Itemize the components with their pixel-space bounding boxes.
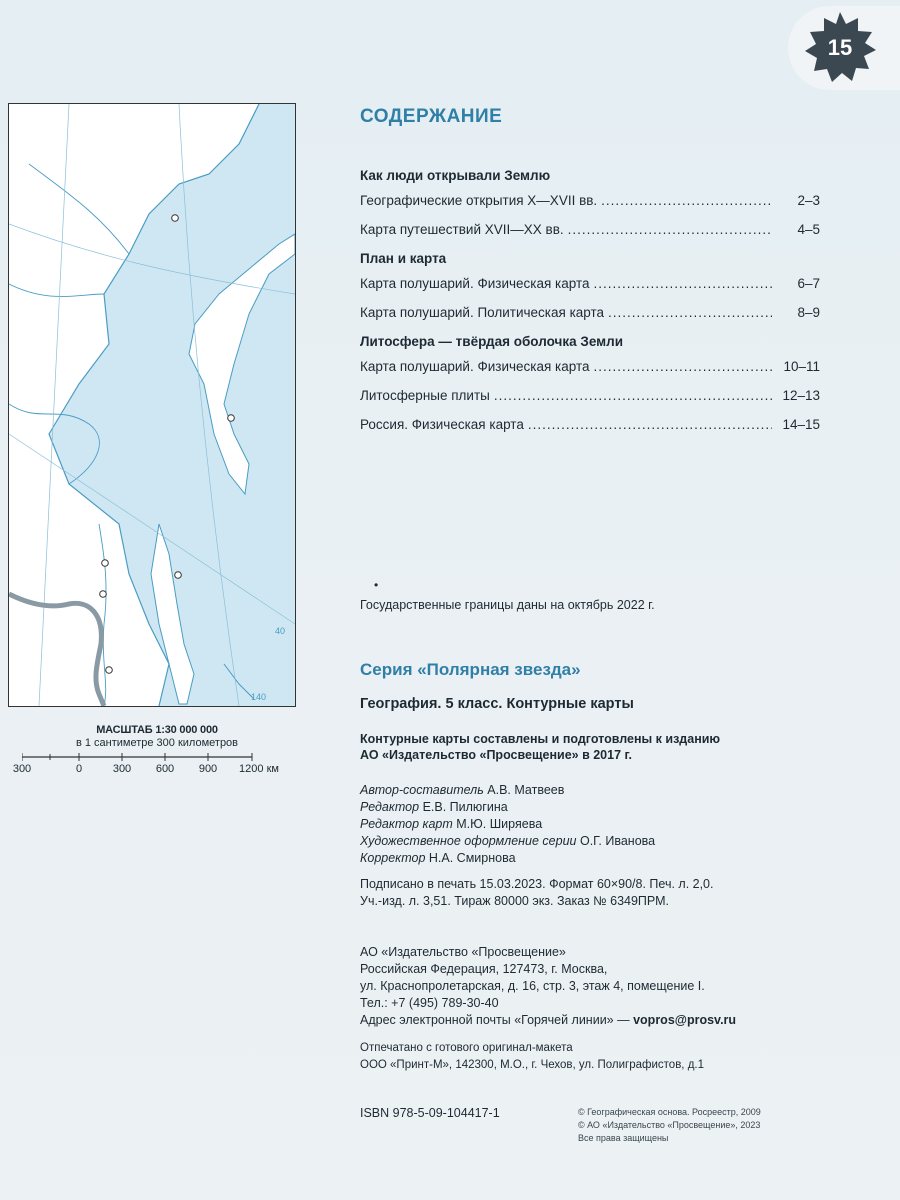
toc-leader: [494, 388, 772, 403]
toc-entry-title: Литосферные плиты: [360, 388, 490, 403]
toc-entry-pages: 12–13: [782, 388, 820, 403]
page-number-badge: [802, 10, 878, 86]
toc-entry[interactable]: [360, 276, 820, 291]
toc-entry[interactable]: [360, 388, 820, 403]
grid-label-40: 40: [275, 626, 286, 636]
book-title: География. 5 класс. Контурные карты: [360, 696, 634, 712]
toc-leader: [594, 359, 772, 374]
toc-entry[interactable]: [360, 222, 820, 237]
copyright: [578, 1106, 761, 1145]
toc-entry-pages: 10–11: [783, 359, 820, 374]
credit-line: [360, 833, 655, 850]
credit-name: А.В. Матвеев: [487, 783, 565, 797]
toc-entry[interactable]: [360, 193, 820, 208]
printed-line: ООО «Принт-М», 142300, М.О., г. Чехов, ул. Полиграфистов, д.1: [360, 1059, 704, 1071]
prepared-line: Контурные карты составлены и подготовлены к изданию: [360, 732, 721, 746]
toc-entry-title: Карта путешествий XVII—XX вв.: [360, 222, 564, 237]
map-drawing: [9, 104, 295, 706]
prepared-note: [360, 731, 720, 763]
borders-note: Государственные границы даны на октябрь 2022 г.: [360, 598, 655, 612]
page-number: 15: [827, 35, 853, 60]
toc-leader: [594, 276, 772, 291]
publisher-email-line: [360, 1012, 736, 1029]
publisher-line: АО «Издательство «Просвещение»: [360, 945, 566, 959]
email-link[interactable]: vopros@prosv.ru: [633, 1013, 737, 1027]
credit-name: О.Г. Иванова: [579, 834, 656, 848]
series-title: Серия «Полярная звезда»: [360, 660, 581, 679]
scale-tick: 0: [75, 763, 83, 775]
credit-line: [360, 782, 655, 799]
credit-role: Редактор карт: [360, 817, 453, 831]
toc-entry-title: Карта полушарий. Физическая карта: [360, 276, 590, 291]
print-info-line: Уч.-изд. л. 3,51. Тираж 80000 экз. Заказ № 6349ПРМ.: [360, 894, 670, 908]
publisher-line: Российская Федерация, 127473, г. Москва,: [360, 962, 608, 976]
toc-entry-pages: 4–5: [797, 222, 820, 237]
printed-line: Отпечатано с готового оригинал-макета: [360, 1042, 573, 1054]
toc-entry-title: Карта полушарий. Физическая карта: [360, 359, 590, 374]
toc-entry[interactable]: [360, 417, 820, 432]
scale-tick: 1200 км: [239, 763, 279, 775]
toc-entry-title: Географические открытия X—XVII вв.: [360, 193, 598, 208]
credit-role: Автор-составитель: [360, 783, 484, 797]
copyright-line: © Географическая основа. Росреестр, 2009: [578, 1107, 761, 1117]
scale-tick: 900: [198, 763, 218, 775]
copyright-line: Все права защищены: [578, 1133, 669, 1143]
grid-label-140: 140: [251, 692, 267, 702]
toc-leader: [608, 305, 772, 320]
table-of-contents: [360, 168, 820, 446]
toc-leader: [601, 193, 772, 208]
scale-ruler: [22, 749, 292, 763]
credit-line: [360, 850, 655, 867]
print-info-line: Подписано в печать 15.03.2023. Формат 60×90/8. Печ. л. 2,0.: [360, 877, 714, 891]
publisher-line: ул. Краснопролетарская, д. 16, стр. 3, этаж 4, помещение I.: [360, 979, 705, 993]
toc-heading: СОДЕРЖАНИЕ: [360, 106, 503, 127]
scale-tick: 600: [155, 763, 175, 775]
credit-name: Е.В. Пилюгина: [422, 800, 508, 814]
toc-section-title: Как люди открывали Землю: [360, 168, 551, 183]
toc-entry-pages: 2–3: [797, 193, 820, 208]
scale-tick: 300: [12, 763, 32, 775]
map-scale: [12, 724, 292, 779]
toc-entry-pages: 8–9: [797, 305, 820, 320]
credit-role: Корректор: [360, 851, 426, 865]
credit-line: [360, 816, 655, 833]
credit-role: Редактор: [360, 800, 420, 814]
printed-info: [360, 1040, 704, 1074]
toc-entry[interactable]: [360, 359, 820, 374]
toc-entry-pages: 6–7: [797, 276, 820, 291]
publisher-info: [360, 944, 736, 1029]
credit-role: Художественное оформление серии: [360, 834, 577, 848]
toc-entry-pages: 14–15: [782, 417, 820, 432]
bullet-mark: •: [374, 578, 379, 592]
isbn: ISBN 978-5-09-104417-1: [360, 1106, 500, 1120]
scale-subtitle: в 1 сантиметре 300 километров: [75, 737, 239, 749]
toc-section-title: Литосфера — твёрдая оболочка Земли: [360, 334, 624, 349]
scale-tick: 300: [112, 763, 132, 775]
toc-entry-title: Россия. Физическая карта: [360, 417, 524, 432]
credit-line: [360, 799, 655, 816]
contour-map: [8, 103, 296, 707]
toc-leader: [568, 222, 772, 237]
publisher-line: Тел.: +7 (495) 789-30-40: [360, 996, 499, 1010]
credit-name: Н.А. Смирнова: [428, 851, 516, 865]
toc-leader: [528, 417, 772, 432]
print-info: [360, 876, 714, 910]
email-prefix: Адрес электронной почты «Горячей линии» —: [360, 1013, 630, 1027]
scale-bar: [12, 749, 292, 779]
toc-entry[interactable]: [360, 305, 820, 320]
copyright-line: © АО «Издательство «Просвещение», 2023: [578, 1120, 761, 1130]
prepared-line: АО «Издательство «Просвещение» в 2017 г.: [360, 748, 632, 762]
toc-section-title: План и карта: [360, 251, 447, 266]
credits: [360, 782, 655, 867]
credit-name: М.Ю. Ширяева: [456, 817, 543, 831]
scale-title: МАСШТАБ 1:30 000 000: [96, 724, 218, 736]
toc-entry-title: Карта полушарий. Политическая карта: [360, 305, 605, 320]
